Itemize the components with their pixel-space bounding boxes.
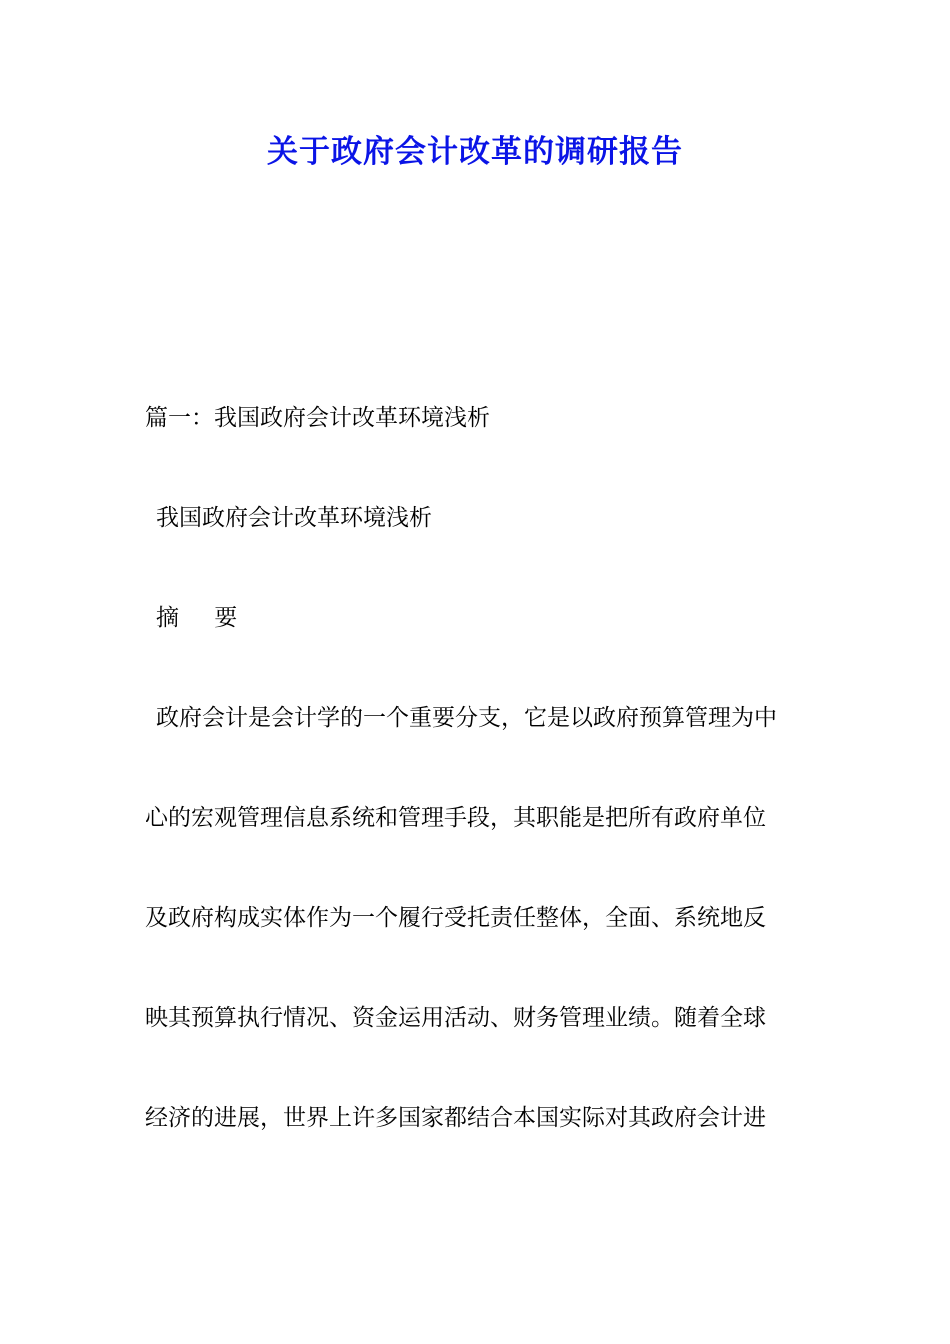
abstract-label: 摘 要	[156, 605, 252, 631]
body-line: 政府会计是会计学的一个重要分支，它是以政府预算管理为中	[156, 705, 777, 731]
document-title: 关于政府会计改革的调研报告	[267, 134, 683, 170]
article-subtitle: 我国政府会计改革环境浅析	[156, 505, 432, 531]
body-line: 映其预算执行情况、资金运用活动、财务管理业绩。随着全球	[145, 1005, 766, 1031]
body-line: 经济的进展，世界上许多国家都结合本国实际对其政府会计进	[145, 1105, 766, 1131]
body-line: 及政府构成实体作为一个履行受托责任整体，全面、系统地反	[145, 905, 766, 931]
section-heading: 篇一：我国政府会计改革环境浅析	[145, 405, 490, 431]
body-line: 心的宏观管理信息系统和管理手段，其职能是把所有政府单位	[145, 805, 766, 831]
